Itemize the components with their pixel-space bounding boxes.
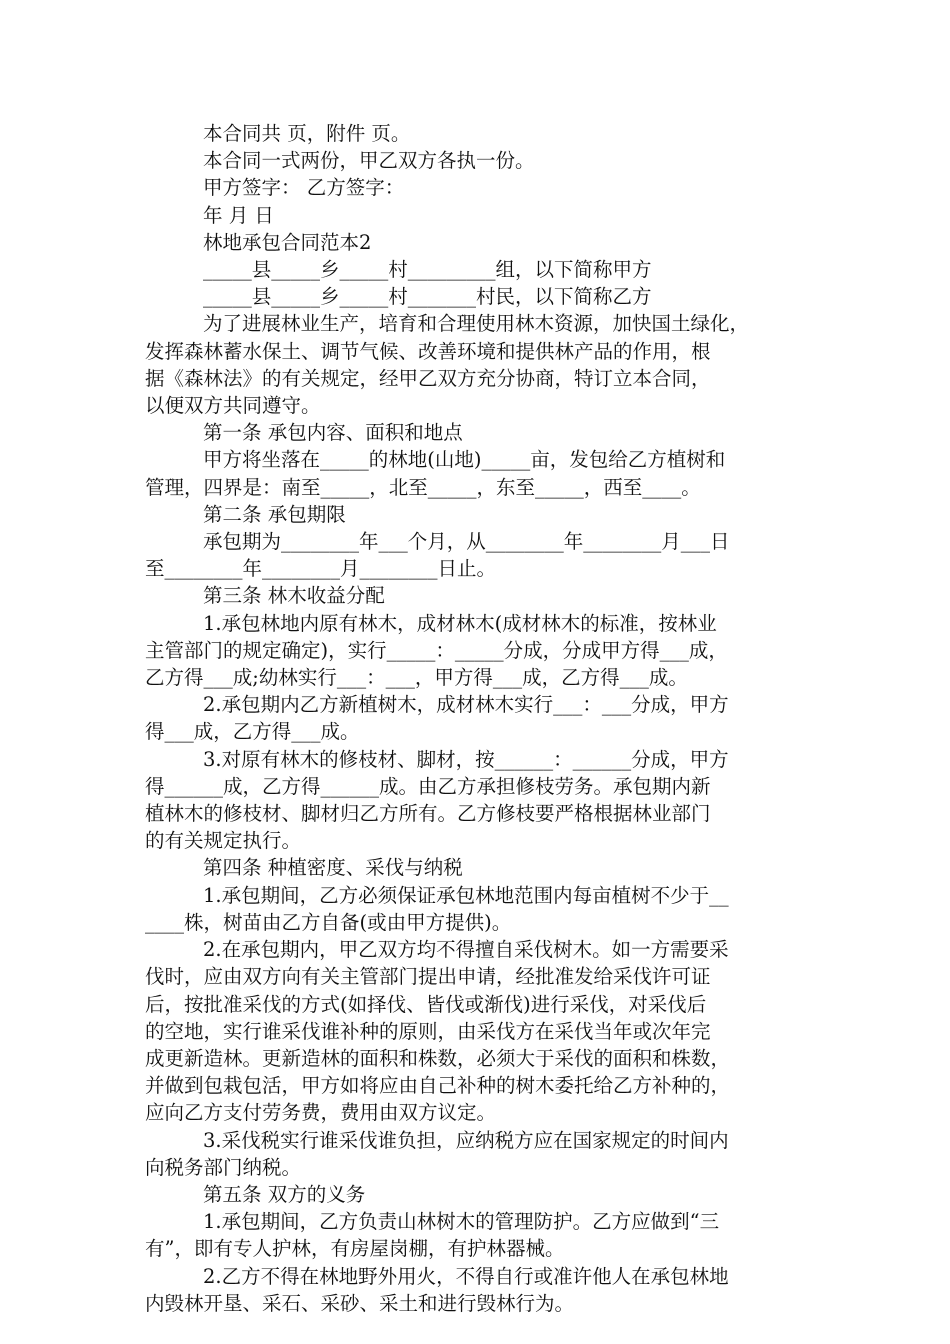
section-title: 林地承包合同范本2 bbox=[203, 230, 372, 254]
text-line: 2.承包期内乙方新植树木，成材林木实行___：___分成，甲方 bbox=[203, 693, 729, 717]
article-heading: 第二条 承包期限 bbox=[203, 502, 346, 526]
text-line: 本合同一式两份，甲乙双方各执一份。 bbox=[203, 149, 535, 173]
article-heading: 第五条 双方的义务 bbox=[203, 1182, 366, 1206]
text-line: 管理，四界是：南至_____，北至_____，东至_____，西至____。 bbox=[145, 475, 701, 499]
article-heading: 第四条 种植密度、采伐与纳税 bbox=[203, 856, 463, 880]
text-line: 承包期为________年___个月，从________年________月___日 bbox=[203, 530, 730, 554]
text-line: 甲方签字： 乙方签字： bbox=[203, 176, 405, 200]
text-line: 2.在承包期内，甲乙双方均不得擅自采伐树木。如一方需要采 bbox=[203, 938, 729, 962]
article-heading: 第三条 林木收益分配 bbox=[203, 584, 385, 608]
text-line: 乙方得___成;幼林实行___：___，甲方得___成，乙方得___成。 bbox=[145, 666, 688, 690]
text-line: 2.乙方不得在林地野外用火，不得自行或准许他人在承包林地 bbox=[203, 1264, 729, 1288]
text-line: 成更新造林。更新造林的面积和株数，必须大于采伐的面积和株数， bbox=[145, 1046, 731, 1070]
text-line: 1.承包期间，乙方负责山林树木的管理防护。乙方应做到“三 bbox=[203, 1210, 720, 1234]
text-line: 得___成，乙方得___成。 bbox=[145, 720, 360, 744]
text-line: 以便双方共同遵守。 bbox=[145, 394, 321, 418]
text-line: 年 月 日 bbox=[203, 203, 274, 227]
article-heading: 第一条 承包内容、面积和地点 bbox=[203, 421, 463, 445]
text-line: 3.采伐税实行谁采伐谁负担，应纳税方应在国家规定的时间内 bbox=[203, 1128, 729, 1152]
text-line: 1.承包期间，乙方必须保证承包林地范围内每亩植树不少于__ bbox=[203, 883, 729, 907]
text-line: ____株，树苗由乙方自备(或由甲方提供)。 bbox=[145, 910, 512, 934]
text-line: 有”，即有专人护林，有房屋岗棚，有护林器械。 bbox=[145, 1237, 565, 1261]
text-line: 至________年________月________日止。 bbox=[145, 557, 497, 581]
text-line: 植林木的修枝材、脚材归乙方所有。乙方修枝要严格根据林业部门 bbox=[145, 802, 711, 826]
text-line: 据《森林法》的有关规定，经甲乙双方充分协商，特订立本合同， bbox=[145, 366, 711, 390]
text-line: 的有关规定执行。 bbox=[145, 829, 302, 853]
text-line: 得______成，乙方得______成。由乙方承担修枝劳务。承包期内新 bbox=[145, 774, 711, 798]
text-line: 的空地，实行谁采伐谁补种的原则，由采伐方在采伐当年或次年完 bbox=[145, 1019, 711, 1043]
text-line: 应向乙方支付劳务费，费用由双方议定。 bbox=[145, 1101, 497, 1125]
text-line: 并做到包栽包活，甲方如将应由自己补种的树木委托给乙方补种的， bbox=[145, 1074, 731, 1098]
text-line: 发挥森林蓄水保土、调节气候、改善环境和提供林产品的作用，根 bbox=[145, 339, 711, 363]
text-line: 伐时，应由双方向有关主管部门提出申请，经批准发给采伐许可证 bbox=[145, 965, 711, 989]
text-line: 本合同共 页，附件 页。 bbox=[203, 122, 411, 145]
text-line: 向税务部门纳税。 bbox=[145, 1155, 302, 1179]
text-line: 1.承包林地内原有林木，成材林木(成材林木的标准，按林业 bbox=[203, 611, 717, 635]
text-line: 甲方将坐落在_____的林地(山地)_____亩，发包给乙方植树和 bbox=[203, 448, 726, 472]
text-line: 3.对原有林木的修枝材、脚材，按______：______分成，甲方 bbox=[203, 747, 729, 771]
text-line: 主管部门的规定确定)，实行_____：_____分成，分成甲方得___成， bbox=[145, 638, 728, 662]
text-line: 内毁林开垦、采石、采砂、采土和进行毁林行为。 bbox=[145, 1291, 575, 1315]
text-line: _____县_____乡_____村_________组，以下简称甲方 bbox=[203, 258, 652, 282]
document-body bbox=[145, 120, 807, 1317]
text-line: 后，按批准采伐的方式(如择伐、皆伐或渐伐)进行采伐，对采伐后 bbox=[145, 992, 707, 1016]
text-line: _____县_____乡_____村_______村民，以下简称乙方 bbox=[203, 285, 652, 309]
text-line: 为了进展林业生产，培育和合理使用林木资源，加快国土绿化， bbox=[203, 312, 750, 336]
